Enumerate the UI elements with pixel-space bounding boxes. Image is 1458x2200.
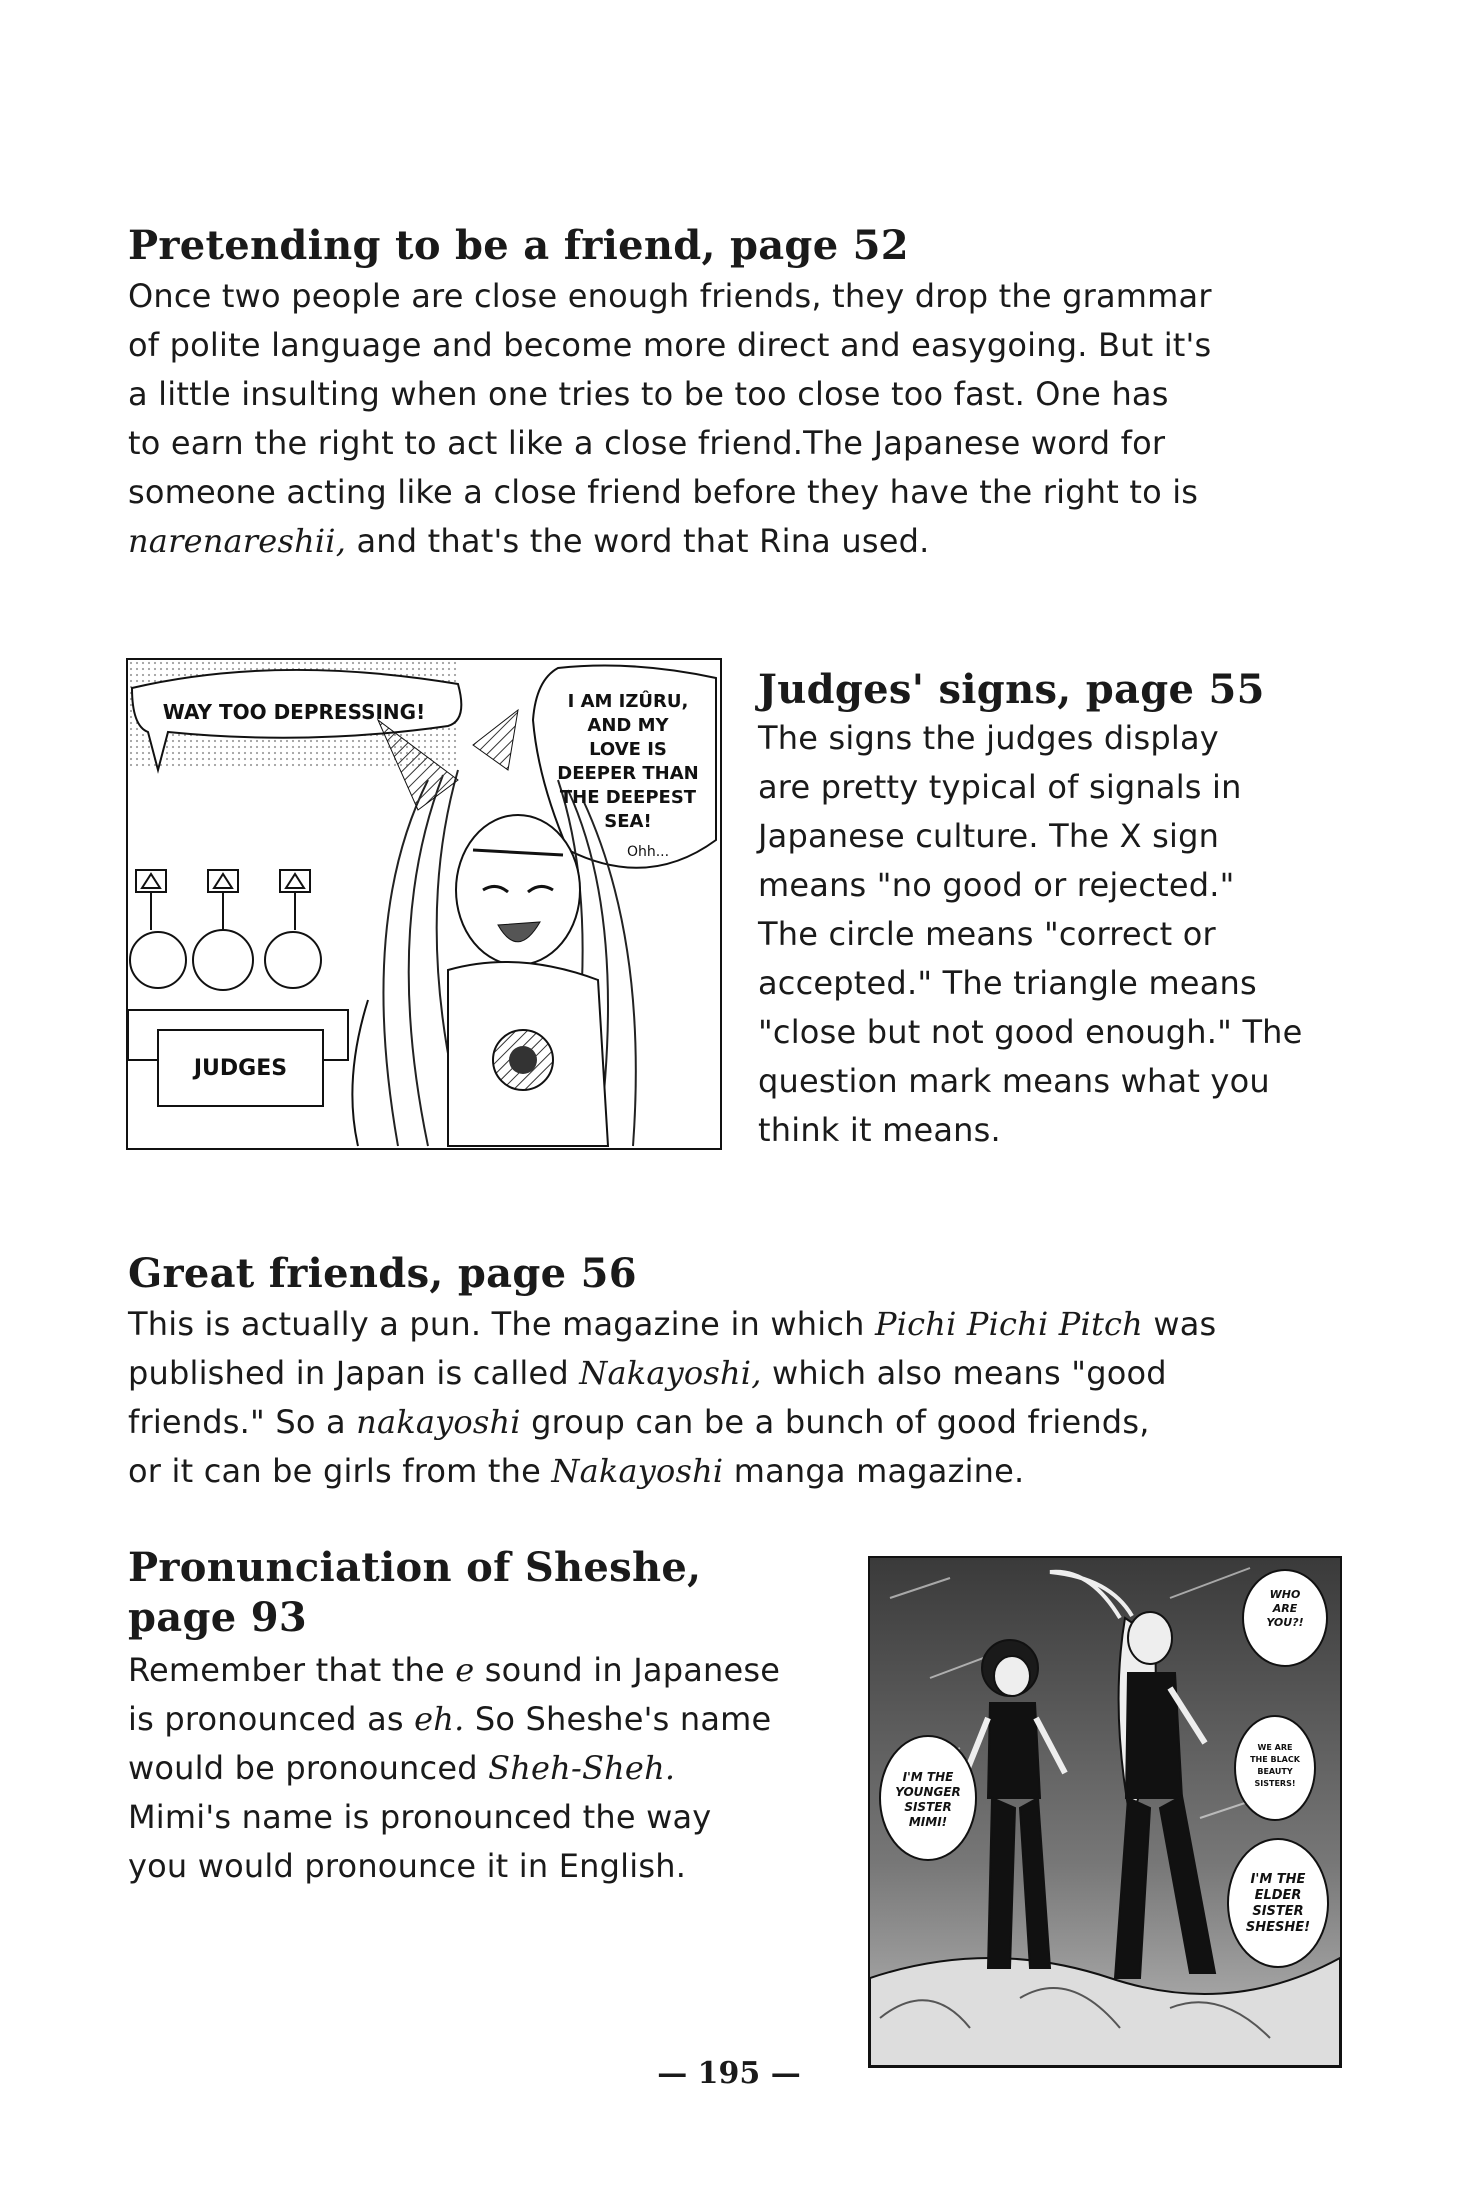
text-fragment: or it can be girls from the [128,1452,552,1490]
bubble-line: YOU?! [1266,1616,1304,1629]
text-fragment: manga magazine. [723,1452,1025,1490]
text-fragment: friends." So a [128,1403,357,1441]
text-line [128,1744,780,1793]
bubble-who-are-you [1243,1588,1327,1630]
bubble-line: ARE [1272,1602,1298,1615]
italic-term: e [455,1651,475,1689]
heading-judges: Judges' signs, page 55 [758,666,1265,713]
bubble-line: SHESHE! [1245,1920,1311,1935]
italic-term: Nakayoshi, [579,1354,762,1392]
speech-bubble-right [538,690,718,834]
bubble-line: DEEPER THAN [557,763,699,784]
bubble-line: BEAUTY [1257,1767,1293,1776]
text-fragment: and that's the word that Rina used. [346,522,930,560]
text-line [128,1349,1216,1398]
bubble-line: THE DEEPEST [559,787,697,808]
text-fragment: So Sheshe's name [464,1700,772,1738]
text-fragment: sound in Japanese [474,1651,781,1689]
whisper-text: Ohh... [626,844,670,860]
text-fragment: is pronounced as [128,1700,415,1738]
text-line: Japanese culture. The X sign [758,817,1220,855]
text-line [128,1646,780,1695]
bubble-line: SISTER [904,1800,952,1814]
bubble-line: YOUNGER [895,1785,961,1799]
text-line: question mark means what you [758,1062,1270,1100]
italic-term: Pichi Pichi Pitch [874,1305,1143,1343]
text-line: means "no good or rejected." [758,866,1235,904]
text-line: Once two people are close enough friends, they drop the grammar [128,277,1212,315]
bubble-line: SISTERS! [1254,1779,1296,1788]
text-fragment: Remember that the [128,1651,456,1689]
bubble-line: I AM IZÛRU, [567,691,689,712]
text-line [128,1300,1216,1349]
bubble-line: I'M THE [902,1770,954,1784]
bubble-mimi [882,1770,974,1830]
text-line [128,517,1212,566]
text-line: someone acting like a close friend before they have the right to is [128,473,1199,511]
text-line [128,1398,1216,1447]
italic-term: eh. [414,1700,465,1738]
text-line [128,1447,1216,1496]
bubble-line: ELDER [1254,1888,1302,1903]
manga-panel-sisters [868,1556,1342,2068]
text-line: to earn the right to act like a close friend.The Japanese word for [128,424,1166,462]
text-line: think it means. [758,1111,1001,1149]
heading-sheshe-line2: page 93 [128,1594,307,1641]
bubble-line: WHO [1269,1588,1301,1601]
body-pretending [128,272,1212,566]
judges-sign: JUDGES [193,1056,288,1081]
text-fragment: This is actually a pun. The magazine in which [128,1305,875,1343]
page-number: — 195 — [657,2056,801,2091]
bubble-line: MIMI! [908,1815,948,1829]
text-line: you would pronounce it in English. [128,1847,687,1885]
bubble-line: WE ARE [1257,1743,1293,1752]
text-fragment: group can be a bunch of good friends, [520,1403,1150,1441]
text-line: The circle means "correct or [758,915,1216,953]
text-line: a little insulting when one tries to be too close too fast. One has [128,375,1169,413]
text-fragment: published in Japan is called [128,1354,580,1392]
text-line: accepted." The triangle means [758,964,1257,1002]
bubble-line: LOVE IS [589,739,667,760]
text-fragment: which also means "good [761,1354,1167,1392]
heading-great-friends: Great friends, page 56 [128,1250,637,1297]
body-sheshe [128,1646,780,1891]
bubble-line: SEA! [604,811,652,832]
text-line: "close but not good enough." The [758,1013,1303,1051]
body-great-friends [128,1300,1216,1496]
italic-term: nakayoshi [356,1403,521,1441]
text-line: are pretty typical of signals in [758,768,1242,806]
bubble-sheshe [1230,1872,1326,1936]
text-fragment: was [1142,1305,1217,1343]
bubble-line: AND MY [587,715,669,736]
italic-term: narenareshii, [128,522,347,560]
manga-panel-judges [126,658,722,1150]
italic-term: Nakayoshi [551,1452,724,1490]
heading-pretending: Pretending to be a friend, page 52 [128,222,909,269]
text-line [128,1695,780,1744]
text-fragment: would be pronounced [128,1749,489,1787]
text-line: of polite language and become more direct and easygoing. But it's [128,326,1212,364]
text-line: Mimi's name is pronounced the way [128,1798,712,1836]
heading-sheshe-line1: Pronunciation of Sheshe, [128,1544,702,1591]
bubble-line: SISTER [1252,1904,1304,1919]
bubble-line: THE BLACK [1250,1755,1300,1764]
body-judges [758,714,1303,1155]
speech-bubble-left: WAY TOO DEPRESSING! [162,700,426,724]
bubble-line: I'M THE [1250,1872,1306,1887]
bubble-black-beauty [1235,1742,1315,1790]
italic-term: Sheh-Sheh. [488,1749,676,1787]
text-line: The signs the judges display [758,719,1219,757]
